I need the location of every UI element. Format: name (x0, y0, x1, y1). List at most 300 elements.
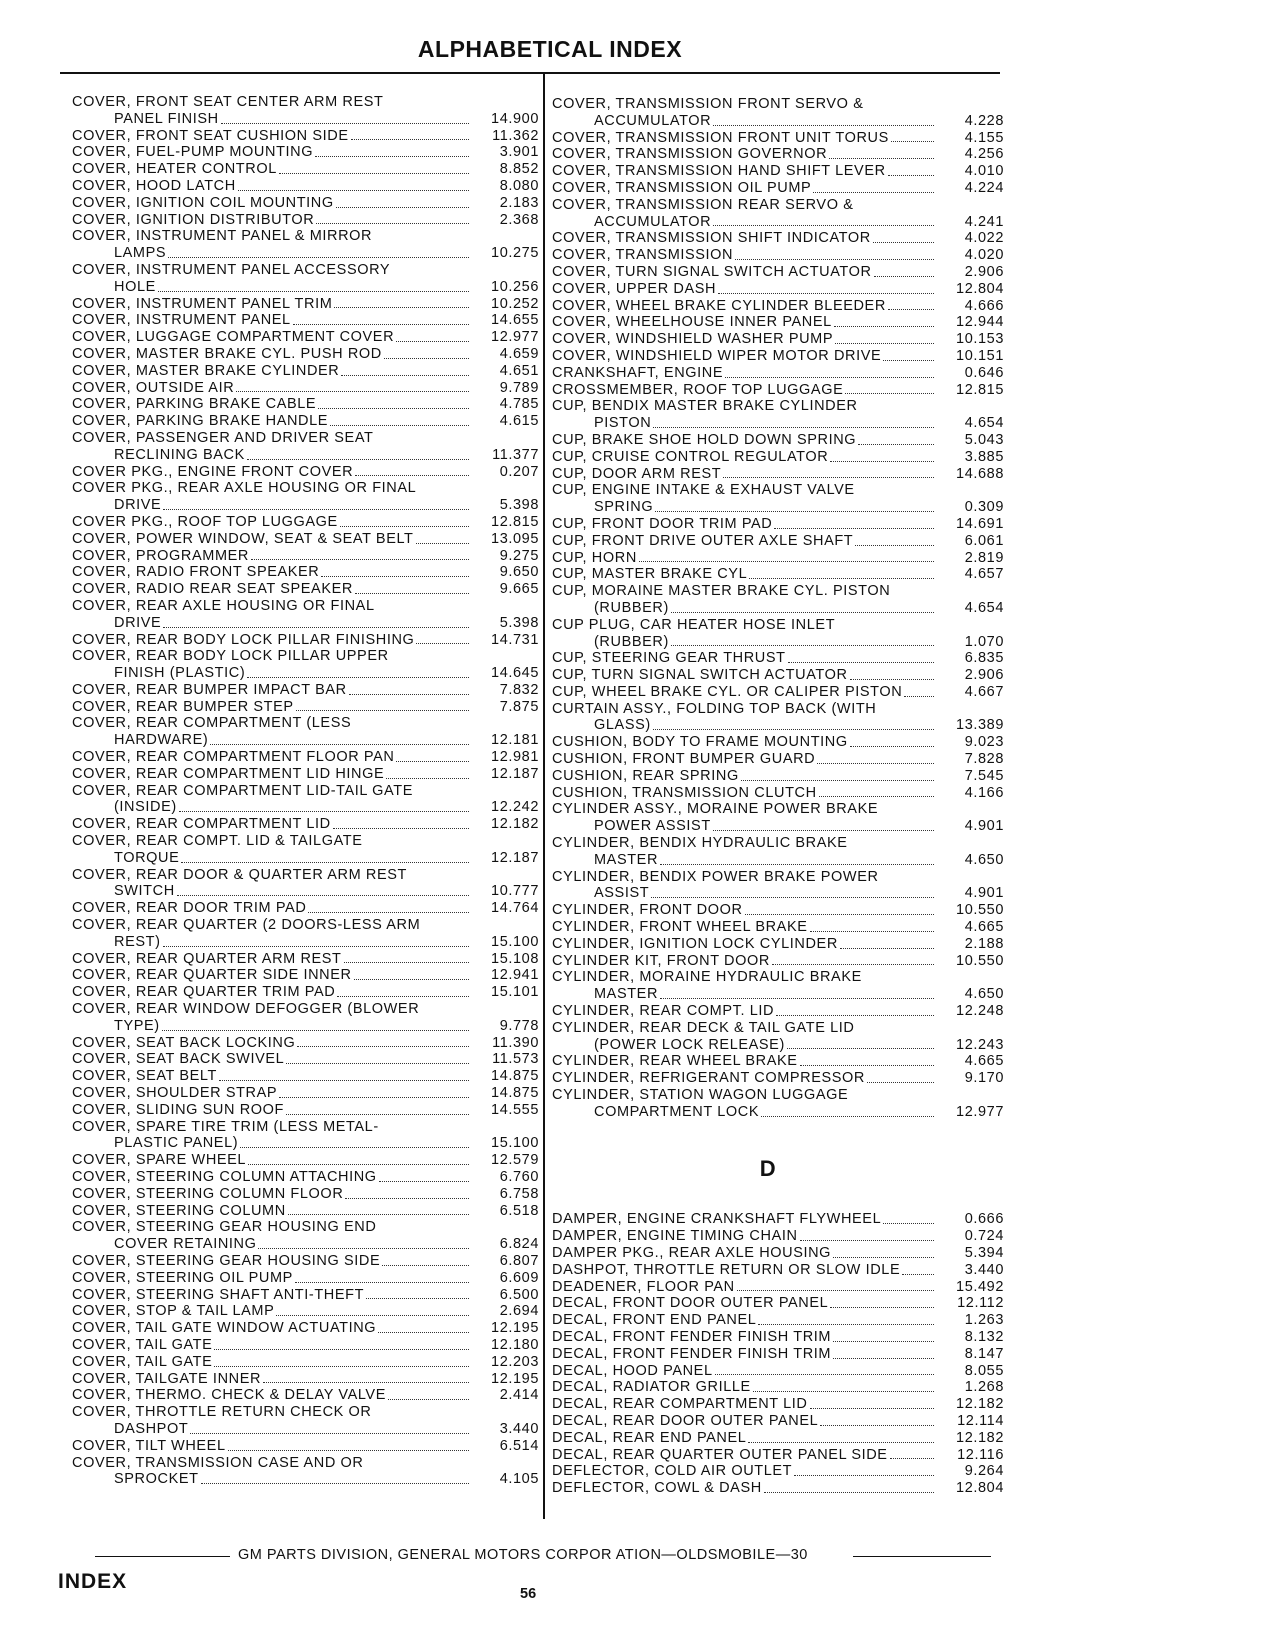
index-entry (72, 967, 539, 984)
entry-reference-number: 4.657 (964, 566, 1004, 583)
dot-leader (386, 778, 469, 779)
entry-reference-number: 9.170 (964, 1070, 1004, 1087)
entry-text: CYLINDER, FRONT DOOR (552, 902, 743, 919)
index-entry (552, 617, 1004, 634)
footer-rule-left (95, 1556, 230, 1557)
entry-reference-number: 9.778 (499, 1017, 539, 1034)
entry-text: ACCUMULATOR (594, 112, 712, 129)
dot-leader (355, 475, 469, 476)
dot-leader (813, 192, 934, 193)
entry-reference-number: 12.180 (491, 1336, 539, 1353)
index-entry (72, 1287, 539, 1304)
entry-reference-number: 1.070 (964, 633, 1004, 650)
dot-leader (286, 1063, 469, 1064)
entry-text: MASTER (594, 986, 659, 1003)
entry-reference-number: 3.885 (964, 448, 1004, 465)
dot-leader (883, 1223, 934, 1224)
dot-leader (384, 358, 469, 359)
index-entry (72, 1119, 539, 1136)
dot-leader (833, 1257, 934, 1258)
dot-leader (396, 761, 469, 762)
entry-text: CYLINDER, REAR COMPT. LID (552, 1003, 775, 1020)
index-entry (72, 766, 539, 783)
entry-reference-number: 3.440 (964, 1261, 1004, 1278)
index-entry (552, 298, 1004, 315)
entry-text: COVER, REAR COMPARTMENT LID-TAIL GATE (72, 782, 413, 799)
entry-text: COVER, WHEELHOUSE INNER PANEL (552, 314, 832, 331)
entry-text: COVER, INSTRUMENT PANEL ACCESSORY (72, 261, 391, 278)
entry-text: DECAL, RADIATOR GRILLE (552, 1379, 751, 1396)
entry-text: (POWER LOCK RELEASE) (594, 1036, 785, 1053)
entry-text: COVER, WINDSHIELD WIPER MOTOR DRIVE (552, 347, 882, 364)
entry-text: COVER PKG., ENGINE FRONT COVER (72, 463, 354, 480)
entry-reference-number: 14.688 (956, 465, 1004, 482)
dot-leader (181, 862, 469, 863)
entry-text: DRIVE (114, 497, 162, 514)
entry-reference-number: 1.263 (964, 1312, 1004, 1329)
dot-leader (840, 948, 934, 949)
index-entry (72, 1320, 539, 1337)
index-entry (552, 146, 1004, 163)
index-entry (552, 365, 1004, 382)
entry-text: COMPARTMENT LOCK (594, 1103, 760, 1120)
index-entry (72, 1068, 539, 1085)
entry-reference-number: 4.650 (964, 851, 1004, 868)
entry-text: PISTON (594, 415, 652, 432)
index-entry (72, 632, 539, 649)
entry-reference-number: 10.550 (956, 902, 1004, 919)
dot-leader (737, 1290, 934, 1291)
entry-reference-number: 6.061 (964, 532, 1004, 549)
index-entry (552, 550, 1004, 567)
index-entry (72, 1018, 539, 1035)
index-entry (72, 195, 539, 212)
index-entry (552, 953, 1004, 970)
dot-leader (902, 1274, 934, 1275)
entry-reference-number: 2.694 (499, 1303, 539, 1320)
entry-text: COVER, THROTTLE RETURN CHECK OR (72, 1404, 372, 1421)
dot-leader (749, 578, 934, 579)
left-column (72, 94, 539, 1488)
index-entry (72, 1354, 539, 1371)
entry-reference-number: 6.807 (499, 1252, 539, 1269)
entry-text: COVER, REAR COMPT. LID & TAILGATE (72, 833, 363, 850)
entry-text: COVER, THERMO. CHECK & DELAY VALVE (72, 1387, 386, 1404)
entry-text: COVER, STEERING COLUMN ATTACHING (72, 1169, 377, 1185)
index-entry (72, 850, 539, 867)
entry-text: CUP, FRONT DOOR TRIM PAD (552, 515, 773, 532)
entry-text: CYLINDER KIT, FRONT DOOR (552, 952, 770, 969)
index-entry (552, 1346, 1004, 1363)
entry-text: COVER, POWER WINDOW, SEAT & SEAT BELT (72, 530, 414, 547)
entry-reference-number: 12.248 (956, 1003, 1004, 1020)
entry-text: DAMPER PKG., REAR AXLE HOUSING (552, 1245, 832, 1261)
index-entry (552, 1430, 1004, 1447)
entry-text: CUP, BRAKE SHOE HOLD DOWN SPRING (552, 431, 857, 448)
entry-text: COVER, REAR BUMPER IMPACT BAR (72, 681, 347, 698)
entry-text: CUP, HORN (552, 549, 637, 566)
entry-text: CUSHION, REAR SPRING (552, 767, 739, 784)
dot-leader (713, 830, 934, 831)
dot-leader (819, 796, 934, 797)
entry-text: COVER, REAR BODY LOCK PILLAR UPPER (72, 648, 389, 665)
entry-reference-number: 12.243 (956, 1036, 1004, 1053)
index-entry (72, 144, 539, 161)
column-divider (543, 74, 545, 1519)
index-entry (552, 499, 1004, 516)
index-entry (552, 734, 1004, 751)
dot-leader (810, 931, 935, 932)
entry-reference-number: 12.114 (957, 1412, 1004, 1429)
section-letter-d: D (759, 1155, 777, 1181)
right-column (552, 96, 1004, 1497)
dot-leader (337, 996, 469, 997)
entry-reference-number: 4.166 (964, 784, 1004, 801)
dot-leader (340, 526, 469, 527)
page-title: ALPHABETICAL INDEX (417, 36, 683, 62)
index-entry (552, 751, 1004, 768)
dot-leader (787, 1048, 934, 1049)
dot-leader (845, 393, 934, 394)
dot-leader (308, 912, 469, 913)
dot-leader (247, 677, 469, 678)
dot-leader (228, 1450, 469, 1451)
entry-text: COVER, SLIDING SUN ROOF (72, 1101, 284, 1118)
dot-leader (794, 1475, 934, 1476)
index-entry (72, 1303, 539, 1320)
index-entry (72, 346, 539, 363)
dot-leader (416, 643, 469, 644)
index-entry (72, 1051, 539, 1068)
entry-text: CYLINDER, BENDIX POWER BRAKE POWER (552, 868, 879, 885)
entry-text: DRIVE (114, 614, 162, 631)
title-rule (60, 72, 1000, 74)
index-entry (72, 1186, 539, 1203)
dot-leader (344, 962, 469, 963)
index-entry (72, 799, 539, 816)
index-entry (552, 96, 1004, 113)
index-entry (552, 1228, 1004, 1245)
index-entry (72, 1035, 539, 1052)
entry-reference-number: 15.100 (491, 933, 539, 950)
index-entry (72, 1421, 539, 1438)
entry-text: CRANKSHAFT, ENGINE (552, 364, 724, 381)
index-entry (72, 1152, 539, 1169)
entry-text: CUP, MASTER BRAKE CYL (552, 566, 748, 583)
dot-leader (315, 156, 469, 157)
dot-leader (655, 511, 934, 512)
entry-reference-number: 13.095 (491, 530, 539, 547)
index-entry (552, 885, 1004, 902)
entry-text: (RUBBER) (594, 633, 669, 650)
entry-reference-number: 9.665 (499, 581, 539, 598)
dot-leader (758, 1324, 934, 1325)
entry-text: DECAL, REAR QUARTER OUTER PANEL SIDE (552, 1446, 888, 1463)
entry-text: DEADENER, FLOOR PAN (552, 1278, 735, 1295)
right-entry-list (552, 96, 1004, 1121)
dot-leader (349, 694, 469, 695)
entry-text: (RUBBER) (594, 599, 669, 616)
entry-text: POWER ASSIST (594, 818, 711, 835)
dot-leader (333, 828, 469, 829)
entry-reference-number: 14.875 (491, 1085, 539, 1102)
dot-leader (883, 360, 934, 361)
entry-text: DEFLECTOR, COLD AIR OUTLET (552, 1463, 793, 1480)
index-entry (72, 514, 539, 531)
entry-text: COVER, STEERING OIL PUMP (72, 1269, 293, 1286)
entry-text: CUSHION, BODY TO FRAME MOUNTING (552, 734, 848, 751)
index-entry (72, 447, 539, 464)
index-entry (72, 1219, 539, 1236)
entry-reference-number: 15.100 (491, 1135, 539, 1152)
dot-leader (221, 123, 469, 124)
entry-text: COVER, TURN SIGNAL SWITCH ACTUATOR (552, 263, 872, 280)
dot-leader (660, 998, 934, 999)
entry-reference-number: 4.105 (499, 1471, 539, 1488)
dot-leader (764, 1492, 934, 1493)
dot-leader (810, 1408, 935, 1409)
entry-reference-number: 2.906 (964, 263, 1004, 280)
entry-reference-number: 4.654 (964, 415, 1004, 432)
page-number: 56 (520, 1586, 537, 1602)
entry-text: LAMPS (114, 245, 167, 262)
entry-reference-number: 13.389 (956, 717, 1004, 734)
index-entry (72, 883, 539, 900)
dot-leader (295, 1282, 469, 1283)
entry-reference-number: 4.256 (964, 146, 1004, 163)
entry-text: COVER, TRANSMISSION OIL PUMP (552, 179, 812, 196)
dot-leader (179, 811, 469, 812)
entry-text: COVER, REAR QUARTER (2 DOORS-LESS ARM (72, 917, 421, 934)
entry-text: CUP, DOOR ARM REST (552, 465, 722, 482)
index-entry (552, 1211, 1004, 1228)
entry-reference-number: 15.492 (956, 1278, 1004, 1295)
entry-text: COVER PKG., ROOF TOP LUGGAGE (72, 513, 338, 530)
dot-leader (162, 1030, 469, 1031)
index-entry (72, 128, 539, 145)
dot-leader (279, 173, 469, 174)
dot-leader (671, 612, 934, 613)
entry-reference-number: 4.659 (499, 345, 539, 362)
entry-reference-number: 7.545 (964, 767, 1004, 784)
index-entry (552, 902, 1004, 919)
entry-reference-number: 4.650 (964, 986, 1004, 1003)
entry-text: COVER, STEERING COLUMN (72, 1202, 286, 1219)
entry-text: COVER, TRANSMISSION (552, 247, 734, 264)
dot-leader (258, 1248, 469, 1249)
dot-leader (713, 225, 934, 226)
entry-reference-number: 4.155 (964, 129, 1004, 146)
entry-reference-number: 8.147 (964, 1345, 1004, 1362)
entry-reference-number: 12.182 (956, 1396, 1004, 1413)
entry-reference-number: 4.785 (499, 396, 539, 413)
entry-text: COVER, HOOD LATCH (72, 177, 236, 194)
entry-text: COVER, STEERING SHAFT ANTI-THEFT (72, 1286, 365, 1303)
entry-text: COVER, REAR COMPARTMENT (LESS (72, 715, 352, 732)
dot-leader (725, 377, 934, 378)
dot-leader (833, 1358, 934, 1359)
entry-reference-number: 7.832 (499, 681, 539, 698)
index-entry (72, 1102, 539, 1119)
dot-leader (904, 696, 934, 697)
index-entry (552, 801, 1004, 818)
dot-leader (833, 1341, 934, 1342)
entry-text: COVER, TAIL GATE WINDOW ACTUATING (72, 1320, 377, 1337)
dot-leader (318, 408, 469, 409)
entry-text: COVER, REAR COMPARTMENT LID HINGE (72, 765, 385, 782)
entry-text: COVER, UPPER DASH (552, 280, 717, 297)
entry-text: COVER, REAR QUARTER TRIM PAD (72, 984, 336, 1001)
entry-reference-number: 4.241 (964, 213, 1004, 230)
dot-leader (163, 946, 470, 947)
entry-reference-number: 11.390 (492, 1034, 539, 1051)
entry-reference-number: 10.153 (956, 331, 1004, 348)
entry-text: DASHPOT (114, 1420, 189, 1437)
entry-text: COVER, SEAT BELT (72, 1068, 217, 1085)
dot-leader (800, 1240, 934, 1241)
entry-text: PLASTIC PANEL) (114, 1135, 239, 1152)
entry-text: COVER, TRANSMISSION FRONT UNIT TORUS (552, 129, 889, 146)
entry-reference-number: 2.188 (964, 935, 1004, 952)
entry-text: TYPE) (114, 1017, 160, 1034)
dot-leader (279, 1097, 469, 1098)
entry-reference-number: 4.020 (964, 247, 1004, 264)
entry-text: COVER, TRANSMISSION SHIFT INDICATOR (552, 230, 871, 247)
index-entry (552, 768, 1004, 785)
entry-text: MASTER (594, 851, 659, 868)
entry-text: FINISH (PLASTIC) (114, 665, 246, 682)
entry-reference-number: 10.777 (491, 883, 539, 900)
entry-text: COVER, FRONT SEAT CUSHION SIDE (72, 127, 349, 144)
index-entry (552, 230, 1004, 247)
index-entry (72, 1371, 539, 1388)
index-entry (552, 1020, 1004, 1037)
entry-text: DECAL, FRONT FENDER FINISH TRIM (552, 1328, 832, 1345)
entry-text: DECAL, REAR DOOR OUTER PANEL (552, 1412, 819, 1429)
index-entry (552, 1312, 1004, 1329)
dot-leader (830, 461, 934, 462)
index-entry (72, 178, 539, 195)
index-entry (552, 1363, 1004, 1380)
entry-text: CYLINDER, FRONT WHEEL BRAKE (552, 919, 808, 936)
dot-leader (867, 1082, 934, 1083)
entry-reference-number: 14.655 (491, 312, 539, 329)
dot-leader (834, 326, 934, 327)
index-entry (72, 564, 539, 581)
entry-text: REST) (114, 933, 161, 950)
index-entry (72, 934, 539, 951)
dot-leader (293, 324, 469, 325)
index-entry (72, 1236, 539, 1253)
entry-reference-number: 12.187 (491, 765, 539, 782)
entry-text: DASHPOT, THROTTLE RETURN OR SLOW IDLE (552, 1261, 901, 1278)
entry-text: CYLINDER, REFRIGERANT COMPRESSOR (552, 1070, 866, 1087)
dot-leader (382, 1265, 469, 1266)
dot-leader (660, 864, 934, 865)
dot-leader (735, 259, 934, 260)
dot-leader (214, 1366, 469, 1367)
entry-reference-number: 4.615 (499, 413, 539, 430)
entry-reference-number: 15.101 (491, 984, 539, 1001)
entry-reference-number: 8.132 (964, 1328, 1004, 1345)
entry-reference-number: 2.368 (499, 211, 539, 228)
entry-text: CUP, ENGINE INTAKE & EXHAUST VALVE (552, 482, 855, 499)
entry-reference-number: 14.900 (491, 110, 539, 127)
index-entry (72, 783, 539, 800)
entry-reference-number: 5.398 (499, 614, 539, 631)
entry-text: SWITCH (114, 883, 175, 900)
footer-rule-right (853, 1556, 991, 1557)
entry-reference-number: 12.804 (956, 1480, 1004, 1497)
index-entry (552, 566, 1004, 583)
entry-reference-number: 10.252 (491, 295, 539, 312)
dot-leader (671, 645, 934, 646)
dot-leader (873, 242, 934, 243)
index-entry (552, 130, 1004, 147)
dot-leader (653, 427, 934, 428)
index-entry (552, 180, 1004, 197)
index-entry (552, 986, 1004, 1003)
entry-reference-number: 12.815 (956, 381, 1004, 398)
entry-text: COVER, WINDSHIELD WASHER PUMP (552, 331, 834, 348)
index-entry (72, 380, 539, 397)
entry-text: COVER, MASTER BRAKE CYLINDER (72, 362, 340, 379)
index-entry (552, 331, 1004, 348)
index-entry (72, 833, 539, 850)
entry-reference-number: 0.666 (964, 1211, 1004, 1228)
index-entry (552, 600, 1004, 617)
entry-reference-number: 2.819 (964, 549, 1004, 566)
dot-leader (236, 391, 469, 392)
index-entry (72, 94, 539, 111)
entry-text: CUSHION, FRONT BUMPER GUARD (552, 751, 816, 768)
dot-leader (416, 543, 469, 544)
dot-leader (715, 1374, 934, 1375)
index-entry (552, 852, 1004, 869)
entry-reference-number: 0.724 (964, 1228, 1004, 1245)
entry-text: COVER, PROGRAMMER (72, 547, 249, 564)
entry-text: DAMPER, ENGINE CRANKSHAFT FLYWHEEL (552, 1211, 882, 1228)
entry-reference-number: 12.981 (491, 749, 539, 766)
entry-reference-number: 12.977 (956, 1103, 1004, 1120)
index-entry (72, 279, 539, 296)
index-entry (72, 1169, 539, 1186)
index-entry (72, 951, 539, 968)
index-entry (552, 348, 1004, 365)
entry-text: COVER, IGNITION DISTRIBUTOR (72, 211, 315, 228)
dot-leader (718, 293, 934, 294)
entry-text: COVER, REAR QUARTER ARM REST (72, 950, 342, 967)
entry-reference-number: 4.665 (964, 919, 1004, 936)
entry-text: CUP, BENDIX MASTER BRAKE CYLINDER (552, 398, 858, 415)
entry-reference-number: 3.901 (499, 144, 539, 161)
entry-text: COVER, FRONT SEAT CENTER ARM REST (72, 94, 384, 110)
entry-reference-number: 14.555 (491, 1101, 539, 1118)
entry-reference-number: 11.377 (492, 446, 539, 463)
entry-text: HARDWARE) (114, 732, 209, 749)
entry-reference-number: 4.022 (964, 230, 1004, 247)
entry-text: COVER, SEAT BACK SWIVEL (72, 1051, 285, 1068)
index-entry (72, 262, 539, 279)
entry-text: ASSIST (594, 885, 650, 902)
dot-leader (345, 1198, 469, 1199)
entry-reference-number: 4.654 (964, 599, 1004, 616)
entry-text: CYLINDER, BENDIX HYDRAULIC BRAKE (552, 835, 848, 852)
index-entry (72, 497, 539, 514)
index-entry (72, 1135, 539, 1152)
dot-leader (248, 1164, 469, 1165)
entry-reference-number: 6.824 (499, 1236, 539, 1253)
